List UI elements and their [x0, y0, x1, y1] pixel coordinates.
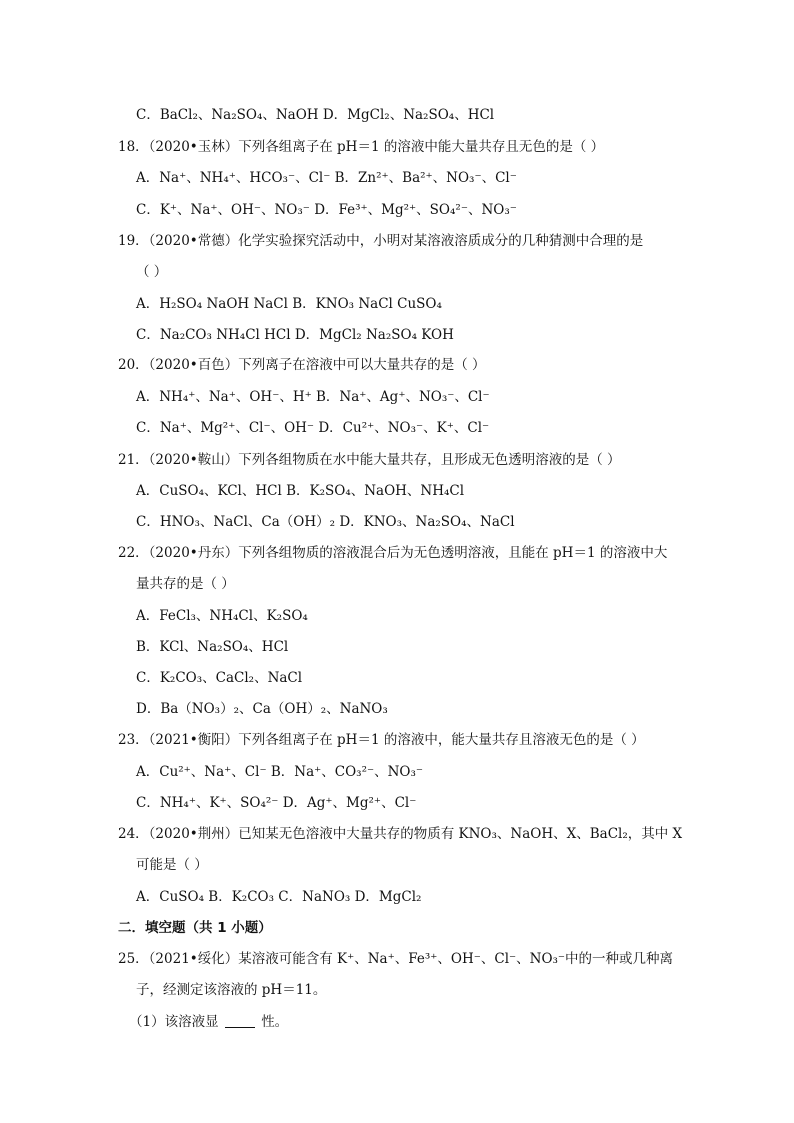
- q18-options-ab: A．Na⁺、NH₄⁺、HCO₃⁻、Cl⁻ B．Zn²⁺、Ba²⁺、NO₃⁻、Cl⁻: [136, 170, 517, 186]
- q25-stem: 25．（2021•绥化）某溶液可能含有 K⁺、Na⁺、Fe³⁺、OH⁻、Cl⁻、NO₃⁻中的一种或几种离: [118, 951, 674, 967]
- q20-options-cd: C．Na⁺、Mg²⁺、Cl⁻、OH⁻ D．Cu²⁺、NO₃⁻、K⁺、Cl⁻: [136, 420, 490, 436]
- q23-options-ab: A．Cu²⁺、Na⁺、Cl⁻ B．Na⁺、CO₃²⁻、NO₃⁻: [136, 764, 424, 780]
- q25-stem-cont: 子，经测定该溶液的 pH＝11。: [136, 982, 327, 998]
- q24-stem-cont: 可能是（ ）: [136, 857, 208, 873]
- q20-stem: 20．（2020•百色）下列离子在溶液中可以大量共存的是（ ）: [118, 357, 486, 373]
- q23-options-cd: C．NH₄⁺、K⁺、SO₄²⁻ D．Ag⁺、Mg²⁺、Cl⁻: [136, 795, 417, 811]
- q19-stem: 19．（2020•常德）化学实验探究活动中，小明对某溶液溶质成分的几种猜测中合理的是: [118, 233, 644, 249]
- q22-option-d: D．Ba（NO₃）₂、Ca（OH）₂、NaNO₃: [136, 701, 388, 717]
- q21-options-ab: A．CuSO₄、KCl、HCl B．K₂SO₄、NaOH、NH₄Cl: [136, 483, 465, 499]
- q25-sub1-prefix: （1）该溶液显: [129, 1014, 219, 1030]
- q22-stem-cont: 量共存的是（ ）: [136, 576, 235, 592]
- q22-option-a: A．FeCl₃、NH₄Cl、K₂SO₄: [136, 608, 308, 624]
- q19-options-cd: C．Na₂CO₃ NH₄Cl HCl D．MgCl₂ Na₂SO₄ KOH: [136, 327, 454, 343]
- q18-options-cd: C．K⁺、Na⁺、OH⁻、NO₃⁻ D．Fe³⁺、Mg²⁺、SO₄²⁻、NO₃⁻: [136, 202, 517, 218]
- q22-option-c: C．K₂CO₃、CaCl₂、NaCl: [136, 670, 303, 686]
- q22-option-b: B．KCl、Na₂SO₄、HCl: [136, 639, 289, 655]
- q24-stem: 24．（2020•荆州）已知某无色溶液中大量共存的物质有 KNO₃、NaOH、X、BaCl₂，其中 X: [118, 826, 683, 842]
- q22-stem: 22．（2020•丹东）下列各组物质的溶液混合后为无色透明溶液，且能在 pH＝1 的溶液中大: [118, 545, 668, 561]
- q24-options: A．CuSO₄ B．K₂CO₃ C．NaNO₃ D．MgCl₂: [136, 889, 422, 905]
- q19-options-ab: A．H₂SO₄ NaOH NaCl B．KNO₃ NaCl CuSO₄: [136, 296, 442, 312]
- q21-stem: 21．（2020•鞍山）下列各组物质在水中能大量共存，且形成无色透明溶液的是（ ）: [118, 452, 621, 468]
- q25-sub1: [129, 1010, 288, 1030]
- q20-options-ab: A．NH₄⁺、Na⁺、OH⁻、H⁺ B．Na⁺、Ag⁺、NO₃⁻、Cl⁻: [136, 389, 490, 405]
- q19-stem-cont: （ ）: [136, 264, 168, 280]
- q23-stem: 23．（2021•衡阳）下列各组离子在 pH＝1 的溶液中，能大量共存且溶液无色的是（ ）: [118, 732, 645, 748]
- answer-blank[interactable]: [225, 1013, 255, 1028]
- section-fill-in-heading: 二．填空题（共 1 小题）: [118, 920, 272, 936]
- q25-sub1-suffix: 性。: [261, 1014, 289, 1030]
- q17-options-cd: C．BaCl₂、Na₂SO₄、NaOH D．MgCl₂、Na₂SO₄、HCl: [136, 107, 495, 123]
- q21-options-cd: C．HNO₃、NaCl、Ca（OH）₂ D．KNO₃、Na₂SO₄、NaCl: [136, 514, 515, 530]
- q18-stem: 18．（2020•玉林）下列各组离子在 pH＝1 的溶液中能大量共存且无色的是（ ）: [118, 139, 605, 155]
